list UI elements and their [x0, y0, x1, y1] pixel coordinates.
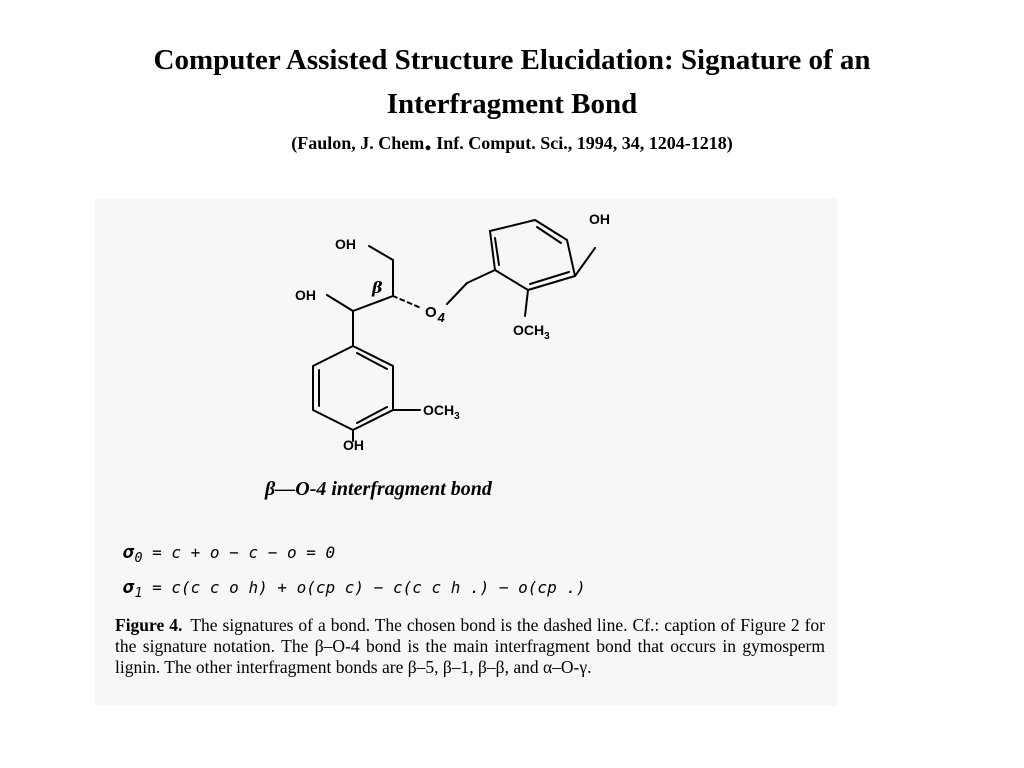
- sigma-0-subscript: 0: [134, 551, 143, 567]
- label-beta: β: [372, 278, 383, 297]
- alpha-beta-bond: [353, 296, 393, 311]
- citation: [0, 124, 1024, 157]
- methoxy-bond: [525, 290, 528, 316]
- label-och3-lower-text: OCH: [423, 402, 455, 418]
- ring-double-bond: [530, 272, 569, 284]
- sigma-0-equation: [123, 541, 335, 566]
- figure-image: [95, 198, 837, 706]
- label-oh-left: OH: [295, 287, 316, 303]
- phenol-bond: [575, 248, 595, 276]
- lower-benzene-ring: [313, 346, 393, 430]
- bond-label: β—O-4 interfragment bond: [265, 478, 492, 500]
- caption-label: Figure 4.: [115, 615, 183, 635]
- beta-o4-dashed-bond: [393, 296, 421, 308]
- label-och3-right-text: OCH: [513, 322, 545, 338]
- label-o4-sub: 4: [437, 310, 445, 325]
- sigma-1-subscript: 1: [134, 586, 143, 602]
- citation-details: Inf. Comput. Sci., 1994, 34, 1204-1218): [431, 133, 733, 153]
- label-oh-top: OH: [335, 236, 356, 252]
- figure-caption: [115, 615, 825, 678]
- o4-ring-bond: [447, 283, 467, 304]
- lignin-structure-diagram: [95, 198, 837, 498]
- label-och3-right-sub: 3: [544, 331, 550, 342]
- citation-dot: .: [424, 124, 432, 157]
- label-oh-bottom: OH: [343, 437, 364, 453]
- alpha-oh-bond: [327, 295, 353, 311]
- sigma-1-symbol: σ: [123, 576, 135, 598]
- gamma-oh-bond: [369, 246, 393, 260]
- label-och3-lower-sub: 3: [454, 411, 460, 422]
- slide-title: Computer Assisted Structure Elucidation: Signature of an Interfragment Bond: [153, 44, 871, 120]
- label-o4: [425, 304, 446, 325]
- label-o4-o: O: [425, 304, 437, 321]
- sigma-1-expression: = c(c c o h) + o(cp c) − c(c c h .) − o(cp .): [142, 578, 586, 597]
- citation-journal: (Faulon, J. Chem: [291, 133, 425, 153]
- caption-text: The signatures of a bond. The chosen bond is the dashed line. Cf.: caption of Figure 2 for the signature notation. The β–O-4 bond is the main interfragment bond that occurs in gymosperm lignin. The other interfragment bonds are β–5, β–1, β–β, and α–O-γ.: [115, 615, 825, 677]
- upper-benzene-ring: [490, 220, 575, 290]
- sigma-0-symbol: σ: [123, 541, 135, 563]
- label-och3-lower: [423, 402, 460, 422]
- label-oh-right-ring: OH: [589, 211, 610, 227]
- sigma-0-expression: = c + o − c − o = 0: [142, 543, 336, 562]
- o4-ring-bond: [467, 270, 495, 283]
- ring-double-bond: [495, 238, 499, 265]
- label-och3-right: [513, 322, 550, 342]
- sigma-1-equation: [123, 576, 586, 601]
